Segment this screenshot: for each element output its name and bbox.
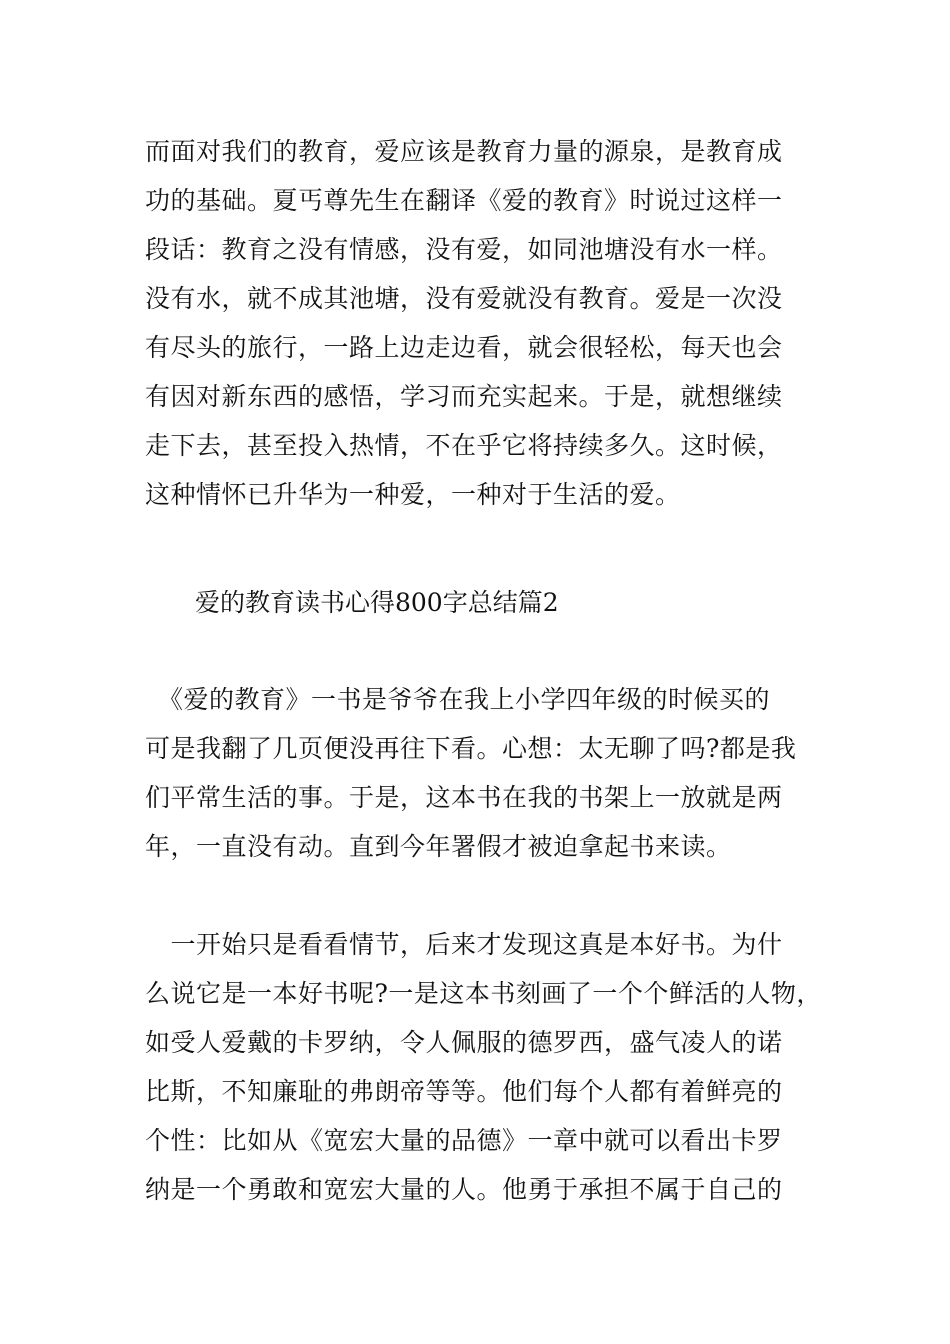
text-line: 有因对新东西的感悟，学习而充实起来。于是，就想继续	[145, 382, 783, 411]
text-line: 么说它是一本好书呢?一是这本书刻画了一个个鲜活的人物，	[145, 979, 822, 1008]
text-line: 纳是一个勇敢和宽宏大量的人。他勇于承担不属于自己的	[145, 1175, 783, 1204]
paragraph-3	[145, 920, 822, 1214]
text-line: 如受人爱戴的卡罗纳，令人佩服的德罗西，盛气凌人的诺	[145, 1028, 783, 1057]
text-line: 们平常生活的事。于是，这本书在我的书架上一放就是两	[145, 783, 783, 812]
text-line: 《爱的教育》一书是爷爷在我上小学四年级的时候买的	[145, 685, 771, 714]
text-line: 这种情怀已升华为一种爱，一种对于生活的爱。	[145, 480, 681, 509]
paragraph-2	[145, 675, 815, 871]
text-line: 有尽头的旅行，一路上边走边看，就会很轻松，每天也会	[145, 333, 783, 362]
text-line: 段话：教育之没有情感，没有爱，如同池塘没有水一样。	[145, 235, 783, 264]
text-line: 功的基础。夏丐尊先生在翻译《爱的教育》时说过这样一	[145, 186, 783, 215]
section-heading: 爱的教育读书心得800字总结篇2	[195, 588, 559, 617]
text-line: 个性：比如从《宽宏大量的品德》一章中就可以看出卡罗	[145, 1126, 783, 1155]
text-line: 比斯，不知廉耻的弗朗帝等等。他们每个人都有着鲜亮的	[145, 1077, 783, 1106]
text-line: 年，一直没有动。直到今年署假才被迫拿起书来读。	[145, 832, 732, 861]
text-line: 可是我翻了几页便没再往下看。心想：太无聊了吗?都是我	[145, 734, 797, 763]
text-line: 一开始只是看看情节，后来才发现这真是本好书。为什	[145, 930, 783, 959]
text-line: 没有水，就不成其池塘，没有爱就没有教育。爱是一次没	[145, 284, 783, 313]
paragraph-1	[145, 127, 815, 519]
text-line: 而面对我们的教育，爱应该是教育力量的源泉，是教育成	[145, 137, 783, 166]
text-line: 走下去，甚至投入热情，不在乎它将持续多久。这时候，	[145, 431, 783, 460]
